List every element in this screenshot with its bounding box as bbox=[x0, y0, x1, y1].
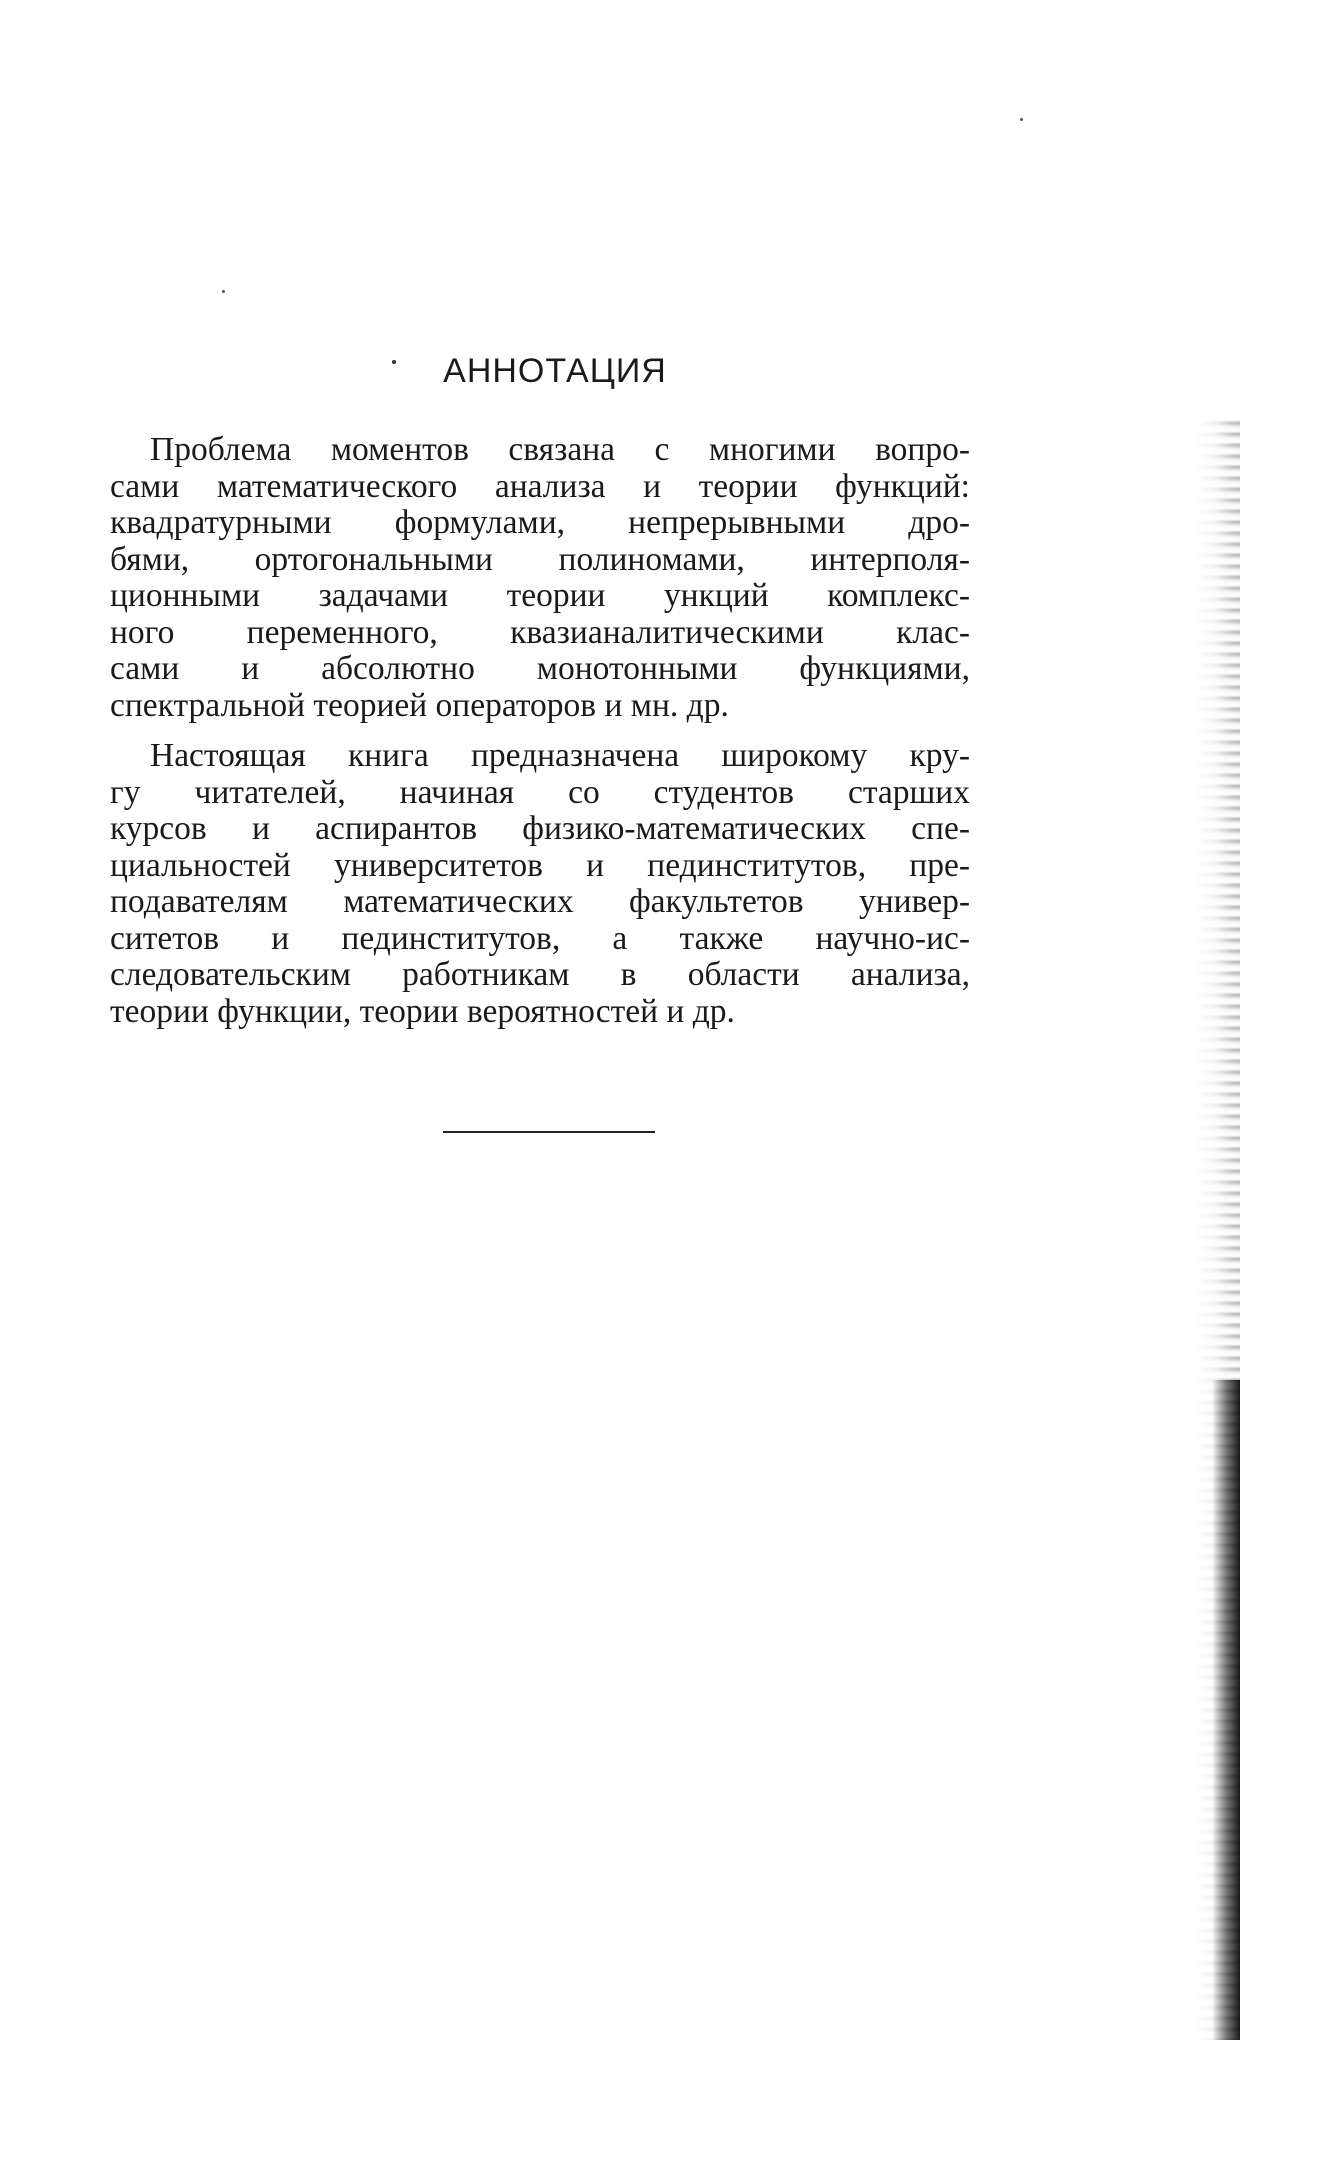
text-line: ционными задачами теории ункций комплекс- bbox=[110, 577, 970, 614]
text-line: Настоящая книга предназначена широкому кру- bbox=[150, 737, 970, 774]
annotation-text bbox=[110, 432, 970, 1030]
text-line: спектральной теорией операторов и мн. др. bbox=[110, 686, 729, 724]
text-line: гу читателей, начиная со студентов старших bbox=[110, 773, 970, 811]
text-line: квадратурными формулами, непрерывными дро- bbox=[110, 504, 970, 541]
text-line: бями, ортогональными полиномами, интерполя- bbox=[110, 540, 970, 578]
text-line: ного переменного, квазианалитическими клас- bbox=[110, 613, 970, 651]
page-title: АННОТАЦИЯ bbox=[443, 352, 667, 390]
text-line: подавателям математических факультетов универ- bbox=[110, 883, 970, 920]
text-line: сами математического анализа и теории функций: bbox=[110, 467, 970, 505]
paragraph-1 bbox=[110, 432, 970, 724]
text-line: ситетов и пединститутов, а также научно-ис- bbox=[110, 919, 970, 957]
text-line: циальностей университетов и пединститутов, пре- bbox=[110, 846, 970, 884]
scan-edge-dark bbox=[1212, 1380, 1240, 2040]
text-line: курсов и аспирантов физико-математических спе- bbox=[110, 810, 970, 847]
text-line: следовательским работникам в области анализа, bbox=[110, 956, 970, 993]
paragraph-2 bbox=[110, 738, 970, 1030]
scan-speck bbox=[222, 290, 225, 293]
text-line: сами и абсолютно монотонными функциями, bbox=[110, 650, 970, 687]
text-line: Проблема моментов связана с многими вопро- bbox=[150, 431, 970, 468]
section-divider bbox=[443, 1131, 655, 1133]
scan-speck bbox=[1020, 118, 1023, 121]
text-line: теории функции, теории вероятностей и др. bbox=[110, 992, 735, 1030]
